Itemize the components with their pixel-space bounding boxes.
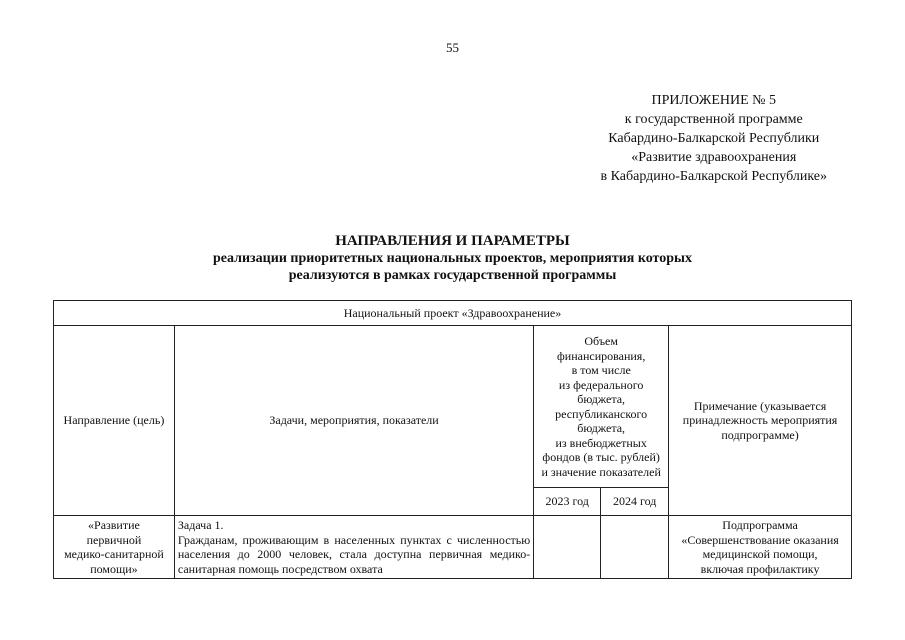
appendix-header xyxy=(601,91,827,186)
value-2023-cell xyxy=(534,516,601,579)
title-line-1: НАПРАВЛЕНИЯ И ПАРАМЕТРЫ xyxy=(335,233,570,249)
project-name-cell: Национальный проект «Здравоохранение» xyxy=(54,301,852,326)
header-funding-line: и значение показателей xyxy=(541,464,661,479)
task-text: Гражданам, проживающим в населенных пунктах с численностью населения до 2000 человек, стала доступна первичная медико-санитарная помощь посредством охвата xyxy=(177,532,531,576)
note-cell xyxy=(669,516,852,579)
header-note-line: принадлежность мероприятия xyxy=(682,413,838,428)
note-line: включая профилактику xyxy=(700,561,820,576)
direction-line: медико-санитарной xyxy=(64,547,164,561)
header-funding-line: из федерального xyxy=(558,377,644,392)
header-note-line: подпрограмме) xyxy=(721,427,799,442)
header-funding-line: бюджета, xyxy=(577,421,626,435)
parameters-table xyxy=(53,300,852,579)
note-line: Подпрограмма xyxy=(722,518,798,532)
header-row xyxy=(54,326,852,488)
direction-cell xyxy=(54,516,175,579)
appendix-line: к государственной программе xyxy=(624,112,803,127)
direction-line: помощи» xyxy=(90,561,138,576)
title-line-3: реализуются в рамках государственной программы xyxy=(288,268,617,283)
header-direction: Направление (цель) xyxy=(54,326,175,516)
appendix-line: ПРИЛОЖЕНИЕ № 5 xyxy=(651,93,777,108)
header-funding-line: фондов (в тыс. рублей) xyxy=(542,450,660,464)
note-line: «Совершенствование оказания xyxy=(681,532,839,547)
header-funding-line: из внебюджетных xyxy=(555,435,647,450)
header-note-line: Примечание (указывается xyxy=(693,398,827,413)
header-funding-line: республиканского xyxy=(555,406,648,421)
direction-line: первичной xyxy=(86,532,142,547)
value-2024-cell xyxy=(601,516,669,579)
note-line: медицинской помощи, xyxy=(702,547,818,561)
header-funding-line: в том числе xyxy=(571,363,631,377)
project-row xyxy=(54,301,852,326)
table-row xyxy=(54,516,852,579)
year-2024: 2024 год xyxy=(601,488,669,516)
header-tasks: Задачи, мероприятия, показатели xyxy=(174,326,533,516)
year-2023: 2023 год xyxy=(534,488,601,516)
appendix-line: «Развитие здравоохранения xyxy=(631,150,797,165)
appendix-line: в Кабардино-Балкарской Республике» xyxy=(600,169,827,184)
direction-line: «Развитие xyxy=(88,518,140,532)
header-funding-line: Объем xyxy=(584,334,618,348)
appendix-line: Кабардино-Балкарской Республики xyxy=(608,131,820,146)
document-title xyxy=(0,233,905,284)
task-title: Задача 1. xyxy=(177,518,224,532)
header-note xyxy=(669,326,852,516)
task-cell xyxy=(174,516,533,579)
header-funding xyxy=(534,326,669,488)
header-funding-line: финансирования, xyxy=(557,348,646,363)
header-funding-line: бюджета, xyxy=(577,392,626,406)
title-line-2: реализации приоритетных национальных проектов, мероприятия которых xyxy=(213,251,692,266)
page-number: 55 xyxy=(446,40,459,55)
